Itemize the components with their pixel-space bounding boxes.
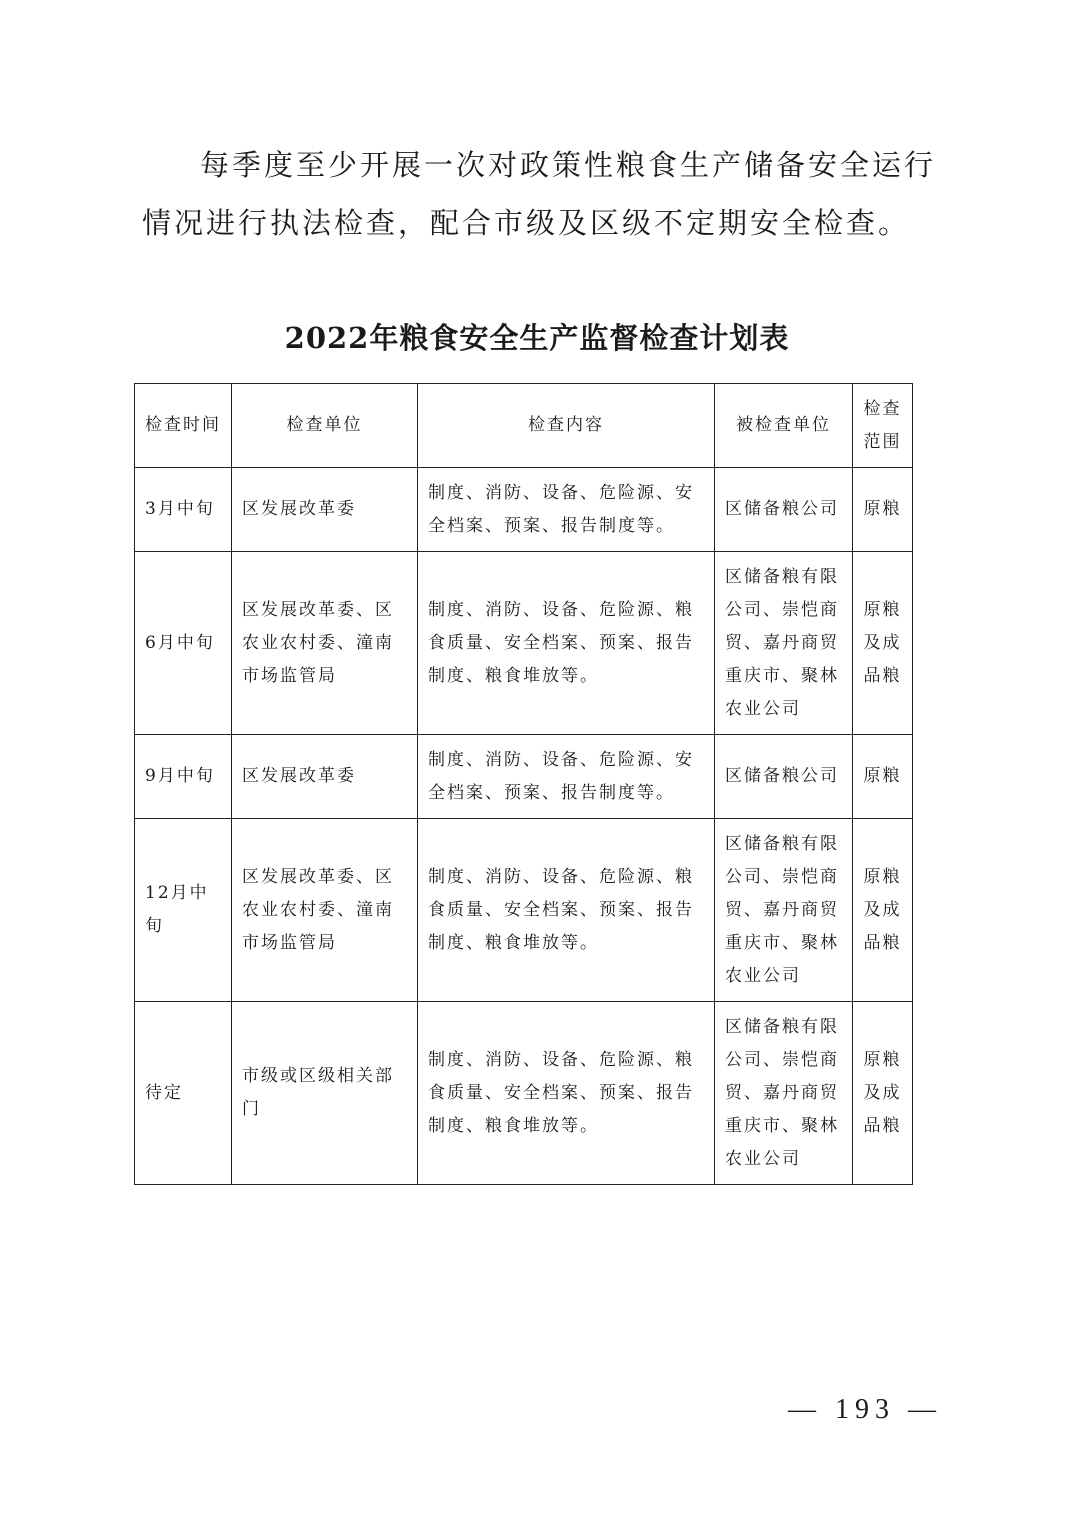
intro-paragraph bbox=[142, 136, 942, 252]
table-row bbox=[135, 1002, 913, 1185]
table-row bbox=[135, 552, 913, 735]
cell-unit: 区发展改革委、区农业农村委、潼南市场监管局 bbox=[232, 552, 418, 735]
cell-inspected: 区储备粮公司 bbox=[715, 468, 853, 552]
cell-time: 6月中旬 bbox=[135, 552, 232, 735]
table-row bbox=[135, 735, 913, 819]
cell-scope: 原粮 及成 品粮 bbox=[853, 552, 913, 735]
cell-inspected: 区储备粮有限公司、崇恺商贸、嘉丹商贸重庆市、聚林农业公司 bbox=[715, 552, 853, 735]
cell-scope: 原粮 及成 品粮 bbox=[853, 1002, 913, 1185]
cell-unit: 区发展改革委 bbox=[232, 735, 418, 819]
cell-unit: 市级或区级相关部门 bbox=[232, 1002, 418, 1185]
cell-content: 制度、消防、设备、危险源、粮食质量、安全档案、预案、报告制度、粮食堆放等。 bbox=[418, 819, 715, 1002]
cell-time: 9月中旬 bbox=[135, 735, 232, 819]
cell-content: 制度、消防、设备、危险源、安全档案、预案、报告制度等。 bbox=[418, 735, 715, 819]
cell-scope: 原粮 bbox=[853, 735, 913, 819]
cell-inspected: 区储备粮有限公司、崇恺商贸、嘉丹商贸重庆市、聚林农业公司 bbox=[715, 1002, 853, 1185]
header-time: 检查时间 bbox=[135, 384, 232, 468]
cell-content: 制度、消防、设备、危险源、粮食质量、安全档案、预案、报告制度、粮食堆放等。 bbox=[418, 552, 715, 735]
cell-content: 制度、消防、设备、危险源、粮食质量、安全档案、预案、报告制度、粮食堆放等。 bbox=[418, 1002, 715, 1185]
header-content: 检查内容 bbox=[418, 384, 715, 468]
cell-inspected: 区储备粮有限公司、崇恺商贸、嘉丹商贸重庆市、聚林农业公司 bbox=[715, 819, 853, 1002]
cell-scope: 原粮 bbox=[853, 468, 913, 552]
page-number: — 193 — bbox=[788, 1394, 942, 1425]
cell-scope: 原粮 及成 品粮 bbox=[853, 819, 913, 1002]
header-unit: 检查单位 bbox=[232, 384, 418, 468]
cell-unit: 区发展改革委、区农业农村委、潼南市场监管局 bbox=[232, 819, 418, 1002]
table-header-row bbox=[135, 384, 913, 468]
cell-inspected: 区储备粮公司 bbox=[715, 735, 853, 819]
cell-time: 待定 bbox=[135, 1002, 232, 1185]
header-scope: 检查 范围 bbox=[853, 384, 913, 468]
inspection-plan-table bbox=[134, 383, 913, 1185]
table-row bbox=[135, 468, 913, 552]
cell-unit: 区发展改革委 bbox=[232, 468, 418, 552]
cell-time: 12月中旬 bbox=[135, 819, 232, 1002]
table-row bbox=[135, 819, 913, 1002]
cell-time: 3月中旬 bbox=[135, 468, 232, 552]
cell-content: 制度、消防、设备、危险源、安全档案、预案、报告制度等。 bbox=[418, 468, 715, 552]
header-inspected: 被检查单位 bbox=[715, 384, 853, 468]
intro-text: 每季度至少开展一次对政策性粮食生产储备安全运行情况进行执法检查，配合市级及区级不定期安全检查。 bbox=[142, 148, 937, 240]
table-title: 2022年粮食安全生产监督检查计划表 bbox=[284, 321, 790, 355]
